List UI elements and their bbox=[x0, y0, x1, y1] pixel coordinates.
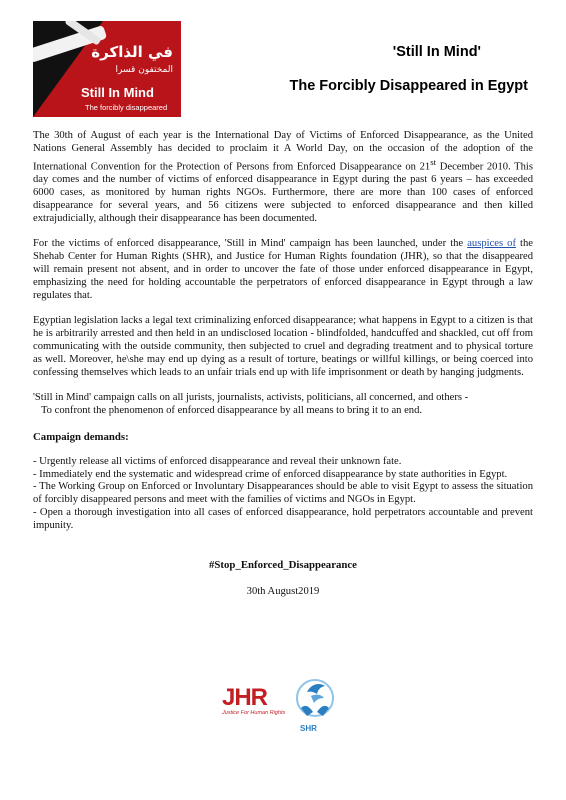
demand-item: - Urgently release all victims of enforced disappearance and reveal their unknown fate. bbox=[33, 455, 402, 467]
paragraph-intro bbox=[33, 130, 533, 226]
shr-logo bbox=[293, 674, 337, 740]
paragraph-campaign-text-cont: the Shehab Center for Human Rights (SHR), and Justice for Human Rights foundation (JHR), so that the disappeared will remain present not absent, and in order to uncover the fate of those under enforced disappearance in Egypt, emphasizing the need for holding accountable the perpetrators of enforced disappearance in Egypt through a law regulates that. bbox=[33, 238, 533, 301]
paragraph-call-line2: To confront the phenomenon of enforced disappearance by all means to bring it to an end. bbox=[40, 405, 423, 417]
demands-list bbox=[33, 456, 533, 533]
auspices-link[interactable]: auspices of bbox=[467, 238, 516, 250]
footer-logos bbox=[0, 674, 566, 754]
demands-heading: Campaign demands: bbox=[33, 430, 129, 443]
banner-english-title: Still In Mind bbox=[81, 85, 154, 100]
paragraph-call bbox=[33, 392, 533, 418]
document-date: 30th August2019 bbox=[246, 586, 320, 597]
demand-item: - Open a thorough investigation into all cases of enforced disappearance, hold perpetrators accountable and prevent impunity. bbox=[33, 507, 533, 532]
paragraph-campaign-text: For the victims of enforced disappearance, 'Still in Mind' campaign has been launched, under the bbox=[33, 238, 468, 250]
jhr-logo-text: JHR bbox=[222, 684, 268, 711]
paragraph-legislation: Egyptian legislation lacks a legal text criminalizing enforced disappearance; what happens in Egypt to a citizen is that he is arbitrarily arrested and then held in an undisclosed location - blindfolded, handcuffed and shackled, cut off from communicating with the outside community, then subjected to cruel and degrading treatment and to physical torture as well. Moreover, he\she may end up dying as a result of torture, beatings or willful killings, or being coerced into confessing themselves which leads to an unfair trials end up with life imprisonment or death by hanging judgments. bbox=[33, 315, 533, 379]
page-title-campaign: 'Still In Mind' bbox=[392, 44, 481, 60]
demand-item: - The Working Group on Enforced or Involuntary Disappearances should be able to visit Egypt to assess the situation of forcibly disappeared persons and meet with the families of victims and NGOs in Egypt. bbox=[33, 481, 533, 506]
paragraph-intro-text-cont: December 2010. This day comes and the number of victims of enforced disappearance in Egypt during the past 6 years – has exceeded 6000 cases, as monitored by human rights NGOs. Furthermore, there are more than 100 cases of enforced disappearance for several years, and 56 citizens were subjected to enforced disappearance and then killed extrajudicially, although their disappearance has been documented. bbox=[33, 161, 534, 224]
shr-dove-hands-icon bbox=[293, 674, 337, 724]
document-body bbox=[33, 130, 533, 599]
page-title-subject: The Forcibly Disappeared in Egypt bbox=[289, 78, 528, 94]
paragraph-campaign bbox=[33, 238, 533, 303]
banner-english-subtitle: The forcibly disappeared bbox=[85, 103, 168, 112]
campaign-banner-image bbox=[33, 21, 181, 117]
ordinal-suffix: st bbox=[430, 156, 437, 167]
campaign-hashtag: #Stop_Enforced_Disappearance bbox=[209, 559, 357, 572]
paragraph-intro-text: The 30th of August of each year is the International Day of Victims of Enforced Disappearance, as the United Nations General Assembly has decided to proclaim it A World Day, on the occasion of the adoption of the International Convention for the Protection of Persons from Enforced Disappearance on 21 bbox=[33, 130, 533, 173]
jhr-logo bbox=[222, 684, 286, 726]
paragraph-call-line1: 'Still in Mind' campaign calls on all jurists, journalists, activists, politicians, all concerned, and others - bbox=[33, 392, 469, 404]
banner-arabic-subtitle: المختفون قسرا bbox=[115, 65, 173, 75]
banner-arabic-title: في الذاكرة bbox=[91, 43, 173, 61]
demand-item: - Immediately end the systematic and widespread crime of enforced disappearance by state authorities in Egypt. bbox=[33, 468, 508, 480]
jhr-logo-tagline: Justice For Human Rights bbox=[222, 710, 286, 716]
shr-logo-text: SHR bbox=[300, 724, 317, 733]
